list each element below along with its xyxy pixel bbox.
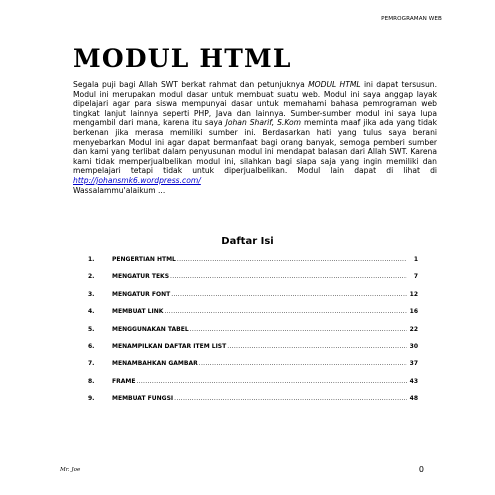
toc-leader-dots [171, 291, 407, 298]
toc-item-label: MENGGUNAKAN TABEL [112, 325, 189, 333]
toc-item-page: 1 [413, 256, 418, 263]
table-of-contents [88, 256, 418, 413]
toc-item-number: 2. [88, 273, 95, 281]
toc-item-page: 30 [409, 342, 418, 350]
toc-leader-dots [170, 273, 407, 280]
toc-item-number: 7. [88, 360, 95, 368]
toc-item[interactable] [88, 256, 418, 273]
toc-item-page: 48 [409, 395, 418, 403]
toc-item-number: 4. [88, 308, 95, 316]
intro-paragraph [73, 80, 437, 195]
toc-item-label: MEMBUAT LINK [112, 308, 164, 316]
toc-leader-dots [227, 343, 407, 350]
module-name: MODUL HTML [308, 80, 361, 89]
toc-item-page: 12 [409, 290, 418, 298]
toc-leader-dots [199, 360, 407, 367]
toc-item[interactable] [88, 308, 418, 325]
intro-text [73, 80, 437, 186]
wordpress-link[interactable]: http://johansmk6.wordpress.com/ [73, 175, 201, 185]
toc-leader-dots [177, 256, 407, 263]
toc-item-label: FRAME [112, 377, 136, 385]
footer-author: Mr. Joe [60, 467, 81, 473]
toc-item[interactable] [88, 343, 418, 360]
toc-item-label: PENGERTIAN HTML [112, 256, 176, 263]
toc-leader-dots [190, 326, 407, 333]
toc-item-number: 5. [88, 325, 95, 333]
toc-item[interactable] [88, 291, 418, 308]
toc-item[interactable] [88, 360, 418, 377]
page-title: MODUL HTML [73, 44, 292, 73]
toc-item-number: 9. [88, 395, 95, 403]
intro-sentence-3: meminta maaf jika ada yang tidak berkenan jika merasa memiliki sumber ini. Berdasarkan hati yang tulus saya berani menyebarkan Modul ini agar dapat bermanfaat bagi orang banyak, semoga pemberi sumber dan kami yang terlibat dalam penyusunan modul ini mendapat balasan dari Allah SWT. Karena kami tidak memperjualbelikan modul ini, silahkan bagi siapa saja yang ingin memiliki dan mempelajari tetapi tidak untuk diperjualbelikan. Modul lain dapat di lihat di [73, 118, 437, 176]
toc-item[interactable] [88, 395, 418, 412]
toc-item-page: 16 [409, 308, 418, 316]
toc-item-label: MENAMBAHKAN GAMBAR [112, 360, 198, 368]
closing-greeting: Wassalammu'alaikum ... [73, 185, 166, 195]
intro-sentence-2: ini dapat tersusun. Modul ini merupakan modul dasar untuk membuat suatu web. Modul ini saya anggap layak dipelajari agar para siswa mempunyai dasar untuk memahami bahasa pemrograman web tingkat lanjut lainnya seperti PHP, Java dan lainnya. Sumber-sumber modul ini saya lupa mengambil dari mana, karena itu saya [73, 80, 437, 128]
toc-heading: Daftar Isi [221, 236, 274, 247]
toc-item-number: 1. [88, 256, 95, 263]
toc-item-label: MEMBUAT FUNGSI [112, 395, 174, 403]
toc-leader-dots [174, 395, 407, 402]
intro-sentence-1: Segala puji bagi Allah SWT berkat rahmat dan petunjuknya [73, 80, 309, 89]
running-header: PEMROGRAMAN WEB [381, 16, 442, 22]
toc-item-number: 8. [88, 377, 95, 385]
toc-item-page: 37 [409, 360, 418, 368]
toc-item-label: MENGATUR FONT [112, 290, 171, 298]
toc-item[interactable] [88, 273, 418, 290]
toc-item-label: MENAMPILKAN DAFTAR ITEM LIST [112, 342, 227, 350]
toc-item-page: 7 [413, 273, 418, 281]
page-number: 0 [418, 465, 424, 474]
toc-item[interactable] [88, 326, 418, 343]
toc-item-page: 22 [409, 325, 418, 333]
toc-item[interactable] [88, 378, 418, 395]
toc-item-label: MENGATUR TEKS [112, 273, 170, 281]
toc-item-number: 6. [88, 342, 95, 350]
toc-item-page: 43 [409, 377, 418, 385]
toc-leader-dots [136, 378, 407, 385]
author-name: Johan Sharif, S.Kom [225, 118, 302, 128]
toc-item-number: 3. [88, 290, 95, 298]
toc-leader-dots [164, 308, 407, 315]
